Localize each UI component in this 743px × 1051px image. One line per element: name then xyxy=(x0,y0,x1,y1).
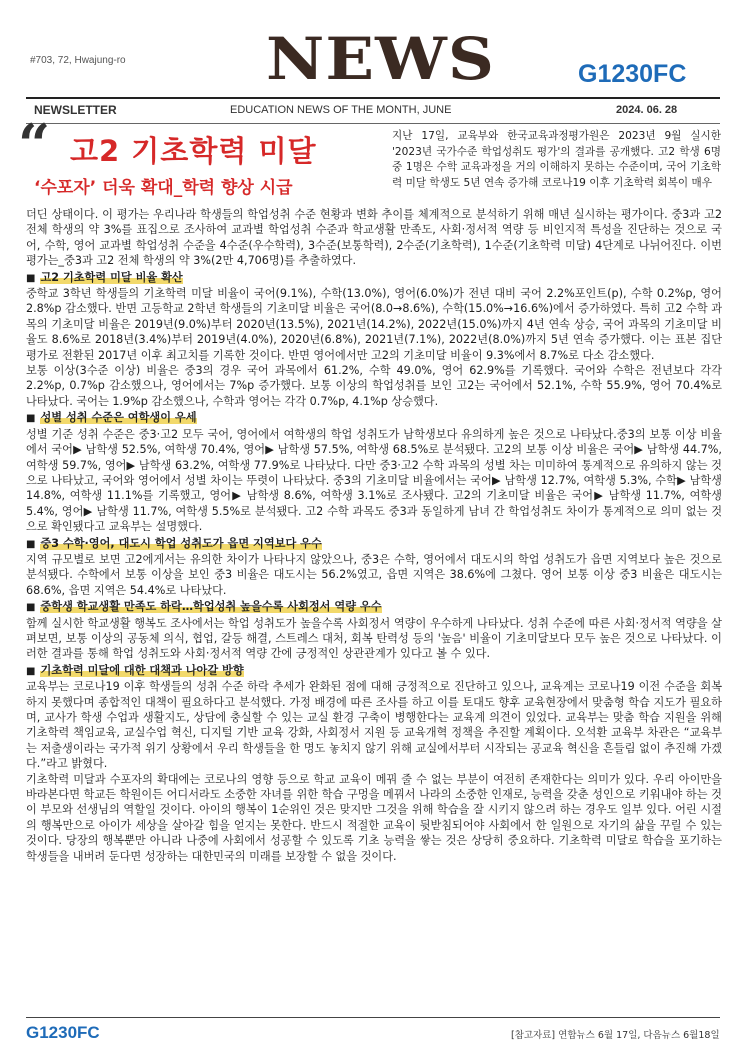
quote-mark: “ xyxy=(18,112,51,178)
address: #703, 72, Hwajung-ro xyxy=(30,55,126,66)
intro-paragraph: 더딘 상태이다. 이 평가는 우리나라 학생들의 학업성취 수준 현황과 변화 추이를 체계적으로 분석하기 위해 매년 실시하는 평가이다. 중3과 고2 전체 학생의 약 3%를 표집으로 조사하여 교과별 학업성취 수준과 학교생활 만족도, 사회·정서적 역량 등 비인지적 특성을 진단하는 것으로 국어, 수학, 영어 교과별 학업성취 수준을 4수준(우수학력), 3수준(보통학력), 2수준(기초학력), 1수준(기초학력 미달) 4단계로 나뉘어진다. 이번 평가는_중3과 고2 전체 학생의 약 3%(2만 4,706명)를 추출하였다. xyxy=(26,208,722,268)
paragraph: 기초학력 미달과 수포자의 확대에는 코로나의 영향 등으로 학교 교육이 메꿔 줄 수 없는 부분이 여전히 존재한다는 의미가 있다. 우리 아이만을 바라본다면 학교든 학원이든 어디서라도 소중한 자녀를 위한 학습 구멍을 메꿔서 나라의 소중한 인재로, 능력을 갖춘 성인으로 키워내야 하는 것이 부모와 선생님의 역할일 것이다. 아이의 행복이 1순위인 것은 맞지만 그것을 위해 학습을 잘 시키지 않으려 하는 경우도 일부 있다. 어린 시절의 행복만으로 아이가 세상을 살아갈 힘을 얻지는 못한다. 반드시 적절한 교육이 뒷받침되어야 사회에서 한 일원으로 자기의 삶을 꾸릴 수 있는 것이다. 당장의 행복뿐만 아니라 나중에 사회에서 성공할 수 있도록 기초 능력을 쌓는 것은 상당히 중요하다. 기초학력 미달로 학습을 포기하는 학생들을 내버려 둔다면 성장하는 대한민국의 미래를 보장할 수 없을 것이다. xyxy=(26,772,722,863)
headline-main: 고2 기초학력 미달 xyxy=(70,134,317,168)
section-heading xyxy=(26,270,722,286)
article-body xyxy=(26,207,722,864)
square-bullet-icon: ■ xyxy=(26,602,36,614)
footer-brand-logo: G1230FC xyxy=(26,1023,100,1042)
paragraph: 지역 규모별로 보면 고2에게서는 유의한 차이가 나타나지 않았으나, 중3은 수학, 영어에서 대도시의 학업 성취도가 읍면 지역보다 높은 것으로 분석됐다. 수학에서 보통 이상을 보인 중3 비율은 대도시는 56.2%였고, 읍면 지역은 38.6%에 그쳤다. 영어 보통 이상 중3 비율은 대도시는 68.6%, 읍면 지역은 54.4%로 나타났다. xyxy=(26,552,722,597)
masthead-title: NEWS xyxy=(266,25,496,93)
section-heading xyxy=(26,410,722,426)
paragraph: 중학교 3학년 학생들의 기초학력 미달 비율이 국어(9.1%), 수학(13.0%), 영어(6.0%)가 전년 대비 국어 2.2%포인트(p), 수학 0.2%p, 영어 2.8%p 감소했다. 반면 고등학교 2학년 학생들의 기초미달 비율은 국어(8.0→8.6%), 수학(15.0%→16.6%)에서 증가하였다. 특히 고2 수학 과목의 기초미달 비율은 2019년(9.0%)부터 2020년(13.5%), 2021년(14.2%), 2022년(15.0%)까지 4년 연속 상승, 국어 과목의 기초미달 비율도 8.6%로 2018년(3.4%)부터 2019년(4.0%), 2020년(6.8%), 2021년(7.1%), 2022년(8.0%)까지 5년 연속 증가했다. 이는 표본 집단평가로 전환된 2017년 이후 최고치를 기록한 것이다. 반면 영어에서만 고2의 기초미달 비율이 9.3%에서 8.7%로 다소 감소했다. xyxy=(26,287,723,362)
square-bullet-icon: ■ xyxy=(26,413,36,425)
section-heading-text: 중3 수학·영어, 대도시 학업 성취도가 읍면 지역보다 우수 xyxy=(40,536,322,550)
brand-logo: G1230FC xyxy=(578,60,687,88)
source-note: [참고자료] 연합뉴스 6월 17일, 다음뉴스 6월18일 xyxy=(511,1030,720,1041)
section-heading-text: 기초학력 미달에 대한 대책과 나아갈 방향 xyxy=(40,663,244,677)
issue-date: 2024. 06. 28 xyxy=(616,104,678,116)
section-heading-text: 중학생 학교생활 만족도 하락…학업성취 높을수록 사회정서 역량 우수 xyxy=(40,600,382,614)
square-bullet-icon: ■ xyxy=(26,272,36,284)
square-bullet-icon: ■ xyxy=(26,538,36,550)
paragraph: 보통 이상(3수준 이상) 비율은 중3의 경우 국어 과목에서 61.2%, 수학 49.0%, 영어 62.9%를 기록했다. 국어와 수학은 전년보다 각각 2.2%p, 0.7%p 감소했으나, 영어에서는 7%p 증가했다. 보통 이상의 학업성취를 보인 고2는 국어에서 52.1%, 수학 55.9%, 영어 70.4%로 나타났다. 국어는 1.9%p 감소했으나, 수학과 영어는 각각 0.7%p, 4.1%p 상승했다. xyxy=(26,364,722,408)
header-rule-bottom xyxy=(26,123,720,124)
lead-paragraph: 지난 17일, 교육부와 한국교육과정평가원은 2023년 9월 실시한 '2023년 국가수준 학업성취도 평가'의 결과를 공개했다. 고2 학생 6명 중 1명은 수학 교육과정을 거의 이해하지 못하는 수준이며, 국어 기초학력 미달 학생도 5년 연속 증가해 코로나19 이후 기초학력 회복이 매우 xyxy=(392,130,721,189)
headline-sub: ‘수포자’ 더욱 확대_학력 향상 시급 xyxy=(34,178,293,198)
section-heading xyxy=(26,663,722,679)
paragraph: 교육부는 코로나19 이후 학생들의 성취 수준 하락 추세가 완화된 점에 대해 긍정적으로 진단하고 있으나, 교육계는 코로나19 이전 수준을 회복하지 못했다며 종합적인 대책이 필요하다고 분석했다. 가정 배경에 따른 조사를 하고 이를 토대도 향후 교육현장에서 맞춤형 학습 지도가 필요하며, 교사가 학생 수업과 생활지도, 상담에 충실할 수 있는 교실 환경 구축이 병행한다는 교육계 의견이 있었다. 교육부는 맞춤 학습 지원을 위해 기초학력 책임교육, 교실수업 혁신, 디지털 기반 교육 강화, 사회정서 지원 등 교육개혁 정책을 추진할 계획이다. 오석환 교육부 차관은 “교육부는 저출생이라는 국가적 위기 상황에서 우리 학생들을 한 명도 놓치지 않기 위해 교실에서부터 시작되는 공교육 혁신을 흔들림 없이 추진해 가겠다.”라고 밝혔다. xyxy=(26,680,722,771)
footer-rule xyxy=(26,1017,720,1018)
section-heading xyxy=(26,536,722,552)
section-heading-text: 성별 성취 수준은 여학생이 우세 xyxy=(40,411,197,425)
section-heading xyxy=(26,599,722,615)
square-bullet-icon: ■ xyxy=(26,665,36,677)
newsletter-label: NEWSLETTER xyxy=(34,103,117,117)
paragraph: 함께 실시한 학교생활 행복도 조사에서는 학업 성취도가 높을수록 사회정서 역량이 우수하게 나타났다. 성취 수준에 따른 사회·정서적 역량을 살펴보면, 보통 이상의 공동체 의식, 협업, 갈등 해결, 스트레스 대처, 회복 탄력성 등의 '높음' 비율이 기초미달보다 모두 높은 것으로 나타났다. 이러한 결과를 통해 학업 성취도와 사회·정서적 역량 간에 긍정적인 상관관계가 있다고 볼 수 있다. xyxy=(26,616,722,661)
section-heading-text: 고2 기초학력 미달 비율 확산 xyxy=(40,270,183,284)
header-rule-top xyxy=(26,97,720,99)
paragraph: 성별 기준 성취 수준은 중3·고2 모두 국어, 영어에서 여학생의 학업 성취도가 남학생보다 유의하게 높은 것으로 나타났다.중3의 보통 이상 비율에서 국어▶ 남학생 52.5%, 여학생 70.4%, 영어▶ 남학생 57.5%, 여학생 68.5%로 분석됐다. 고2의 보통 이상 비율은 국어▶ 남학생 44.7%, 여학생 59.7%, 영어▶ 남학생 63.2%, 여학생 77.9%로 나타났다. 다만 중3·고2 수학 과목의 성별 차는 미미하여 통계적으로 유의하지 않는 것으로 나타났고, 국어와 영어에서 성별 차이는 뚜렷이 나타났다. 중3의 기초미달 비율에서는 국어▶ 남학생 12.7%, 여학생 5.3%, 수학▶ 남학생 14.8%, 여학생 11.1%를 기록했고, 영어▶ 남학생 8.6%, 여학생 3.1%로 조사됐다. 고2의 기초미달 비율은 국어▶ 남학생 11.7%, 여학생 5.4%, 영어▶ 남학생 11.7%, 여학생 5.5%로 분석됐다. 고2 수학 과목도 중3과 동일하게 남녀 간 학업성취도 차이가 통계적으로 의미 없는 것으로 확인됐다고 교육부는 설명했다. xyxy=(26,427,722,534)
newsletter-subtitle: EDUCATION NEWS OF THE MONTH, JUNE xyxy=(230,104,452,116)
